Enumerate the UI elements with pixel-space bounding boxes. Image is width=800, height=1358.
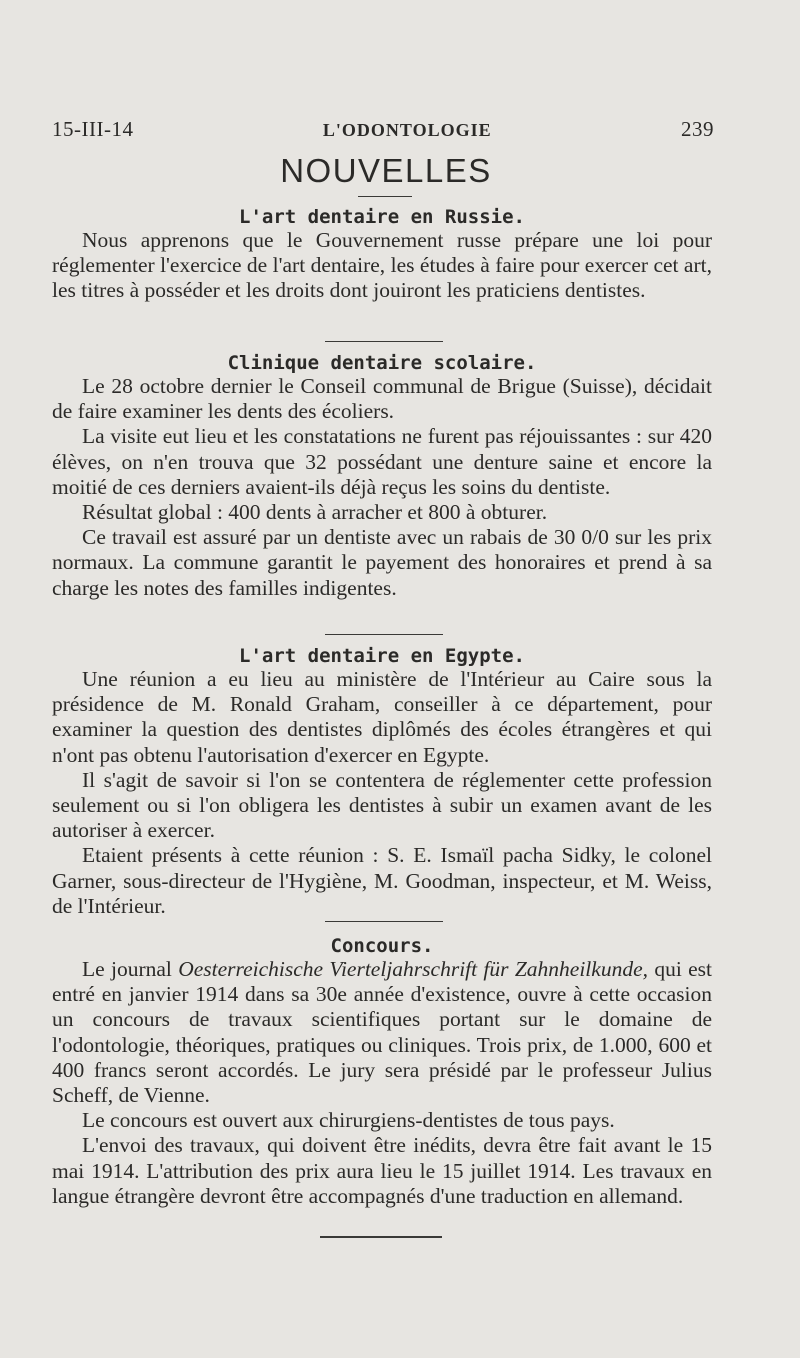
journal-name: L'ODONTOLOGIE bbox=[322, 120, 492, 140]
paragraph: Une réunion a eu lieu au ministère de l'Intérieur au Caire sous la présidence de M. Ronald Graham, conseiller à ce département, pour examiner la question des dentistes diplômés des écoles étrangères et qui n'ont pas obtenu l'autorisation d'exercer en Egypte. bbox=[52, 667, 712, 767]
paragraph: Le 28 octobre dernier le Conseil communal de Brigue (Suisse), décidait de faire examiner les dents des écoliers. bbox=[52, 374, 712, 424]
issue-date: 15-III-14 bbox=[52, 117, 134, 141]
section-heading: L'art dentaire en Russie. bbox=[239, 206, 525, 228]
paragraph: La visite eut lieu et les constatations ne furent pas réjouissantes : sur 420 élèves, on n'en trouva que 32 possédant une denture saine et encore la moitié de ces derniers avaient-ils déjà reçus les soins du dentiste. bbox=[52, 424, 712, 499]
section-heading: L'art dentaire en Egypte. bbox=[239, 645, 525, 667]
paragraph: Il s'agit de savoir si l'on se contentera de réglementer cette profession seulement ou si l'on obligera les dentistes à subir un examen avant de les autoriser à exercer. bbox=[52, 767, 712, 843]
section-divider bbox=[325, 634, 443, 635]
title-divider bbox=[358, 196, 412, 197]
paragraph: Nous apprenons que le Gouvernement russe prépare une loi pour réglementer l'exercice de l'art dentaire, les études à faire pour exercer cet art, les titres à posséder et les droits dont jouiront les praticiens dentistes. bbox=[52, 228, 712, 303]
section-heading: Clinique dentaire scolaire. bbox=[227, 352, 537, 374]
running-header bbox=[52, 117, 714, 142]
journal-title: Oesterreichische Vierteljahrschrift für Zahnheilkunde, bbox=[178, 957, 648, 981]
paragraph: Etaient présents à cette réunion : S. E. Ismaïl pacha Sidky, le colonel Garner, sous-directeur de l'Hygiène, M. Goodman, inspecteur, et M. Weiss, de l'Intérieur. bbox=[52, 843, 712, 918]
end-divider bbox=[320, 1236, 442, 1238]
paragraph bbox=[52, 957, 712, 1108]
paragraph: Résultat global : 400 dents à arracher et 800 à obturer. bbox=[82, 500, 548, 525]
paragraph: Le concours est ouvert aux chirurgiens-dentistes de tous pays. bbox=[82, 1108, 615, 1133]
page-title: NOUVELLES bbox=[280, 152, 492, 189]
section-heading: Concours. bbox=[330, 935, 434, 957]
paragraph: Ce travail est assuré par un dentiste avec un rabais de 30 0/0 sur les prix normaux. La commune garantit le payement des honoraires et prend à sa charge les notes des familles indigentes. bbox=[52, 525, 712, 600]
paragraph: L'envoi des travaux, qui doivent être inédits, devra être fait avant le 15 mai 1914. L'attribution des prix aura lieu le 15 juillet 1914. Les travaux en langue étrangère devront être accompagnés d'une traduction en allemand. bbox=[52, 1133, 712, 1208]
section-divider bbox=[325, 341, 443, 342]
section-concours bbox=[52, 935, 712, 1209]
section-clinique-scolaire bbox=[52, 352, 712, 601]
section-russie bbox=[52, 206, 712, 304]
page-number: 239 bbox=[681, 117, 714, 141]
paragraph-rest: qui est entré en janvier 1914 dans sa 30e année d'existence, ouvre à cette occasion un concours de travaux scientifiques portant sur le domaine de l'odontologie, théoriques, pratiques ou cliniques. Trois prix, de 1.000, 600 et 400 francs seront accordés. Le jury sera présidé par le professeur Julius Scheff, de Vienne. bbox=[52, 957, 712, 1108]
section-divider bbox=[325, 921, 443, 922]
section-egypte bbox=[52, 645, 712, 919]
paragraph-lead: Le journal bbox=[82, 957, 179, 981]
